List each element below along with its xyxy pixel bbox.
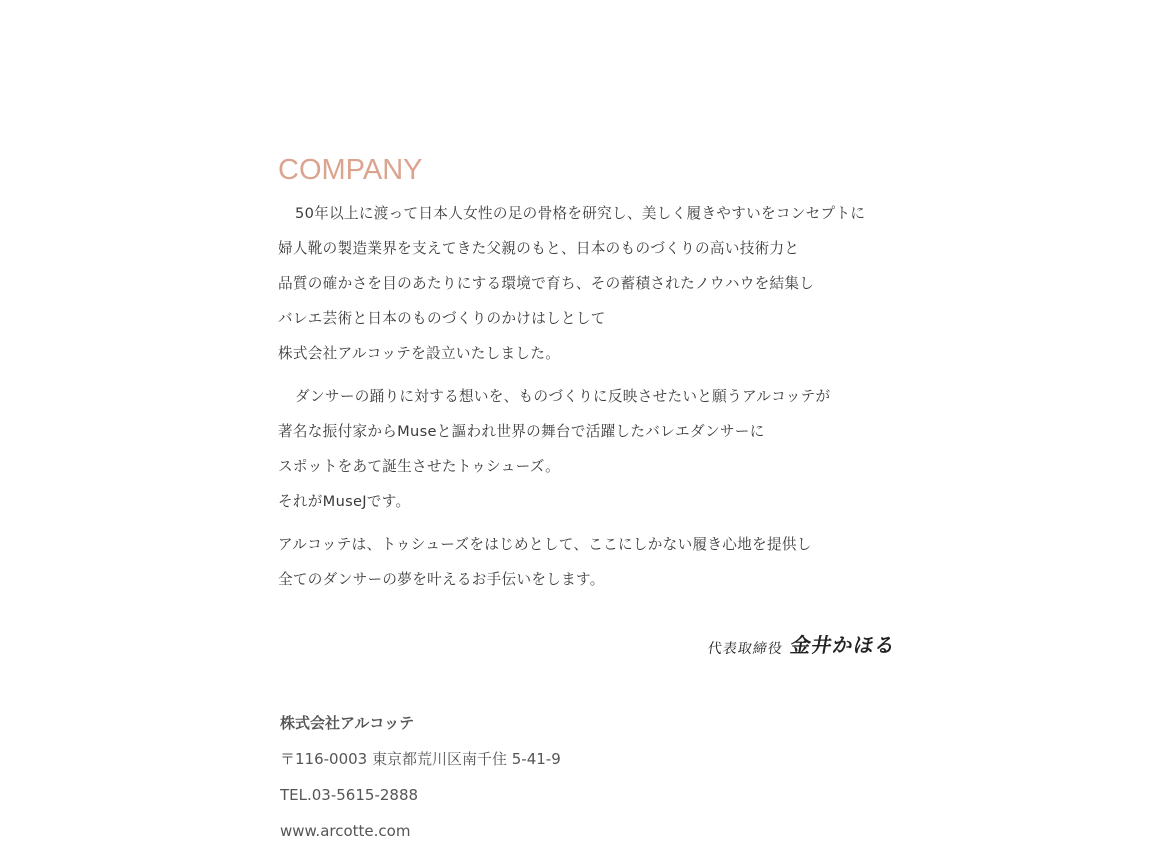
paragraph-line: スポットをあて誕生させたトゥシューズ。: [278, 458, 561, 475]
ceo-signature: [708, 628, 908, 658]
paragraph-line: ダンサーの踊りに対する想いを、ものづくりに反映させたいと願うアルコッテが: [295, 388, 831, 405]
intro-paragraph-3: [278, 527, 812, 597]
paragraph-line: 品質の確かさを目のあたりにする環境で育ち、その蓄積されたノウハウを結集し: [278, 275, 815, 292]
company-url: www.arcotte.com: [280, 822, 411, 840]
paragraph-line: それがMuseJです。: [278, 493, 411, 510]
paragraph-line: 50年以上に渡って日本人女性の足の骨格を研究し、美しく履きやすいをコンセプトに: [295, 205, 866, 222]
company-info: [280, 705, 561, 849]
paragraph-line: アルコッテは、トゥシューズをはじめとして、ここにしかない履き心地を提供し: [278, 536, 812, 553]
company-address: 〒116-0003 東京都荒川区南千住 5-41-9: [280, 750, 561, 768]
company-name: 株式会社アルコッテ: [280, 714, 415, 732]
intro-paragraph-1: [278, 196, 865, 371]
paragraph-line: 著名な振付家からMuseと謳われ世界の舞台で活躍したバレエダンサーに: [278, 423, 765, 440]
intro-paragraph-2: [278, 379, 830, 519]
signature-name: 金井かほる: [788, 633, 898, 657]
paragraph-line: バレエ芸術と日本のものづくりのかけはしとして: [278, 310, 606, 327]
paragraph-line: 株式会社アルコッテを設立いたしました。: [278, 345, 561, 362]
signature-title: 代表取締役: [706, 641, 784, 657]
paragraph-line: 全てのダンサーの夢を叶えるお手伝いをします。: [278, 571, 605, 588]
section-title: COMPANY: [278, 154, 423, 186]
company-tel: TEL.03-5615-2888: [280, 786, 419, 804]
paragraph-line: 婦人靴の製造業界を支えてきた父親のもと、日本のものづくりの高い技術力と: [278, 240, 800, 257]
